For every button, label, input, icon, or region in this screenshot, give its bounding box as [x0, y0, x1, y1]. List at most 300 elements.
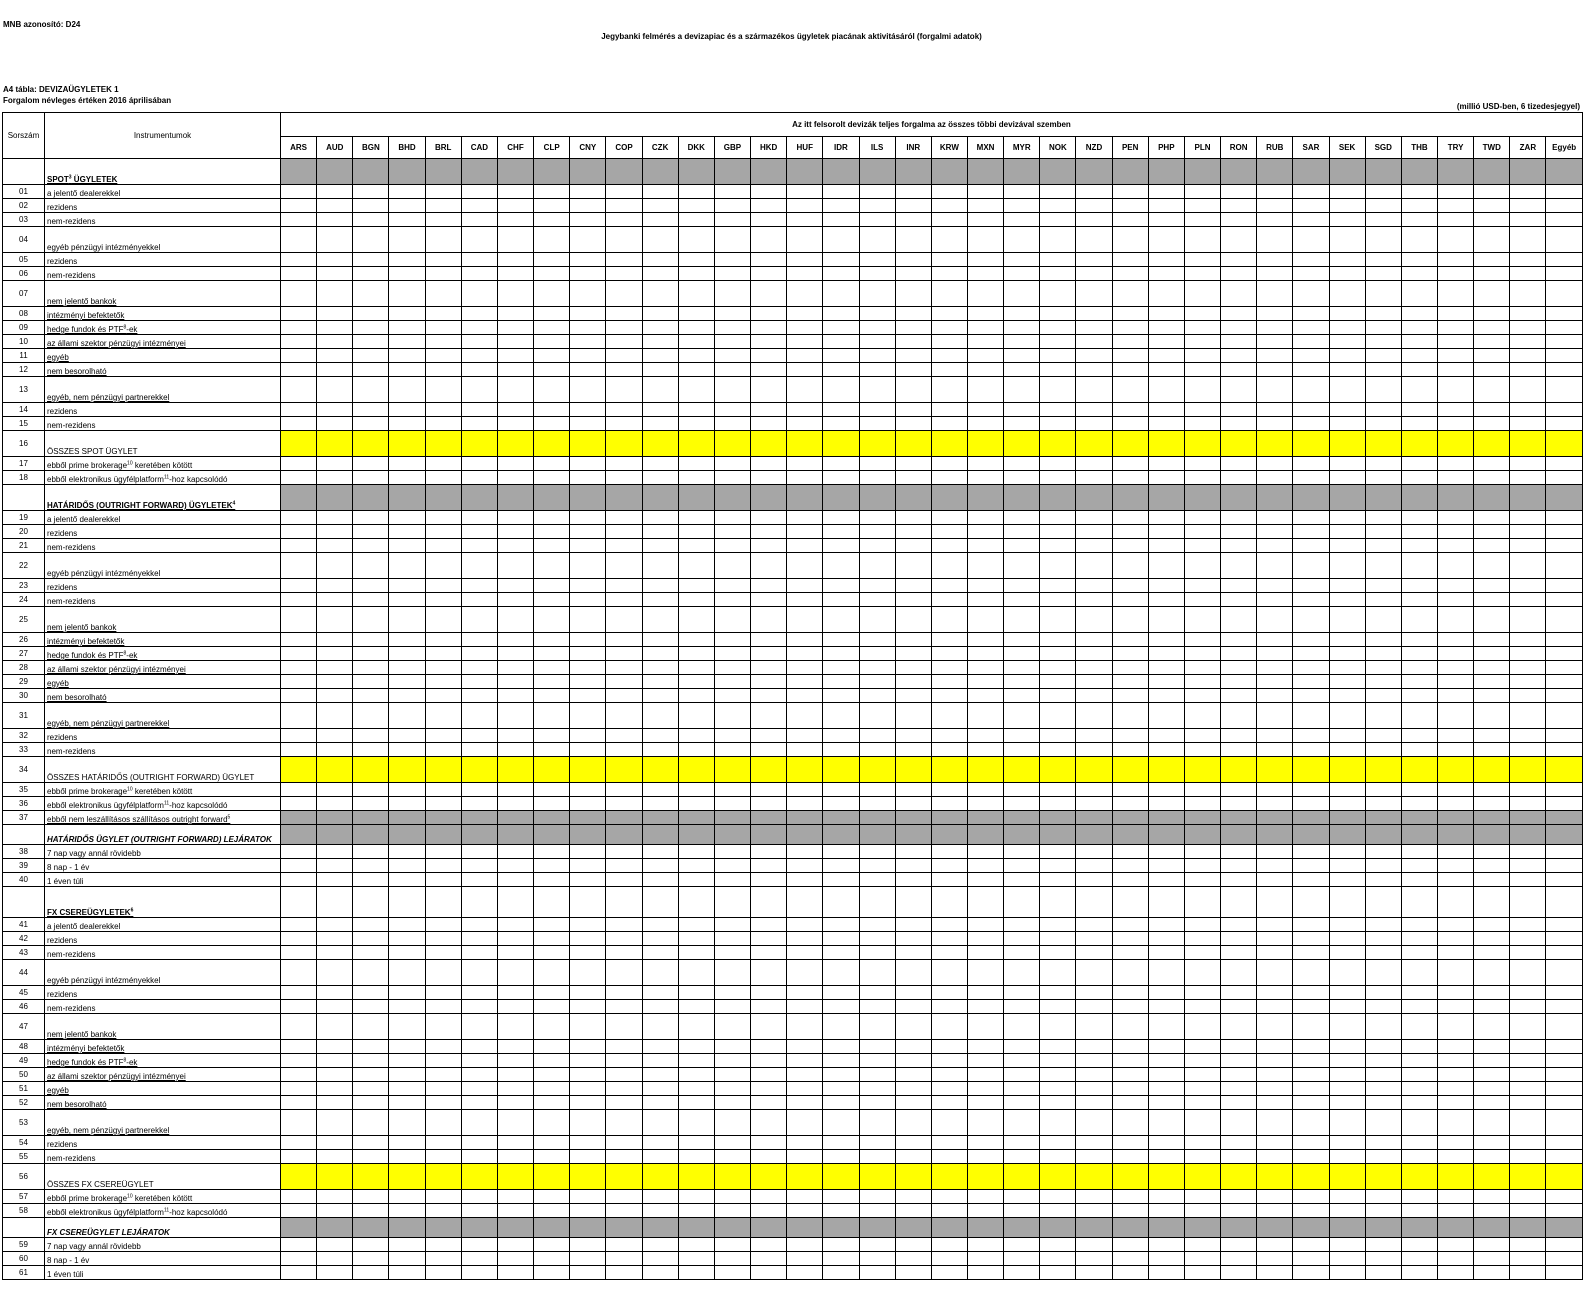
value-cell-bgn[interactable]: [353, 321, 389, 335]
value-cell-dkk[interactable]: [678, 1054, 714, 1068]
value-cell-brl[interactable]: [425, 213, 461, 227]
value-cell-cad[interactable]: [461, 511, 497, 525]
value-cell-sar[interactable]: [1293, 593, 1329, 607]
value-cell-bgn[interactable]: [353, 525, 389, 539]
value-cell-mxn[interactable]: [967, 213, 1003, 227]
value-cell-egyéb[interactable]: [1546, 457, 1582, 471]
value-cell-try[interactable]: [1438, 349, 1474, 363]
value-cell-aud[interactable]: [317, 675, 353, 689]
value-cell-cop[interactable]: [606, 1204, 642, 1218]
value-cell-chf[interactable]: [497, 307, 533, 321]
value-cell-pln[interactable]: [1184, 1054, 1220, 1068]
value-cell-egyéb[interactable]: [1546, 1014, 1582, 1040]
value-cell-ron[interactable]: [1221, 1014, 1257, 1040]
value-cell-rub[interactable]: [1257, 1110, 1293, 1136]
value-cell-dkk[interactable]: [678, 960, 714, 986]
value-cell-cop[interactable]: [606, 1054, 642, 1068]
value-cell-cop[interactable]: [606, 1068, 642, 1082]
value-cell-myr[interactable]: [1004, 797, 1040, 811]
value-cell-zar[interactable]: [1510, 1150, 1546, 1164]
value-cell-cad[interactable]: [461, 1252, 497, 1266]
value-cell-bhd[interactable]: [389, 1040, 425, 1054]
value-cell-twd[interactable]: [1474, 227, 1510, 253]
value-cell-try[interactable]: [1438, 593, 1474, 607]
value-cell-bgn[interactable]: [353, 607, 389, 633]
value-cell-cny[interactable]: [570, 199, 606, 213]
value-cell-brl[interactable]: [425, 335, 461, 349]
value-cell-sar[interactable]: [1293, 960, 1329, 986]
value-cell-gbp[interactable]: [714, 199, 750, 213]
value-cell-egyéb[interactable]: [1546, 267, 1582, 281]
value-cell-mxn[interactable]: [967, 593, 1003, 607]
value-cell-aud[interactable]: [317, 525, 353, 539]
value-cell-czk[interactable]: [642, 1204, 678, 1218]
value-cell-pln[interactable]: [1184, 511, 1220, 525]
value-cell-sgd[interactable]: [1365, 511, 1401, 525]
value-cell-ars[interactable]: [281, 1136, 317, 1150]
value-cell-cop[interactable]: [606, 859, 642, 873]
value-cell-huf[interactable]: [787, 525, 823, 539]
value-cell-dkk[interactable]: [678, 321, 714, 335]
value-cell-egyéb[interactable]: [1546, 185, 1582, 199]
value-cell-myr[interactable]: [1004, 918, 1040, 932]
value-cell-try[interactable]: [1438, 227, 1474, 253]
value-cell-zar[interactable]: [1510, 321, 1546, 335]
value-cell-czk[interactable]: [642, 845, 678, 859]
value-cell-nzd[interactable]: [1076, 1096, 1112, 1110]
value-cell-sgd[interactable]: [1365, 213, 1401, 227]
value-cell-dkk[interactable]: [678, 932, 714, 946]
value-cell-hkd[interactable]: [751, 377, 787, 403]
value-cell-krw[interactable]: [931, 1014, 967, 1040]
value-cell-thb[interactable]: [1401, 1150, 1437, 1164]
value-cell-dkk[interactable]: [678, 1068, 714, 1082]
value-cell-czk[interactable]: [642, 1068, 678, 1082]
value-cell-inr[interactable]: [895, 986, 931, 1000]
value-cell-idr[interactable]: [823, 703, 859, 729]
value-cell-rub[interactable]: [1257, 457, 1293, 471]
value-cell-pen[interactable]: [1112, 859, 1148, 873]
value-cell-sar[interactable]: [1293, 457, 1329, 471]
value-cell-huf[interactable]: [787, 1000, 823, 1014]
value-cell-myr[interactable]: [1004, 1266, 1040, 1280]
value-cell-mxn[interactable]: [967, 1082, 1003, 1096]
value-cell-brl[interactable]: [425, 729, 461, 743]
value-cell-sgd[interactable]: [1365, 349, 1401, 363]
value-cell-thb[interactable]: [1401, 661, 1437, 675]
value-cell-aud[interactable]: [317, 213, 353, 227]
value-cell-brl[interactable]: [425, 199, 461, 213]
value-cell-ils[interactable]: [859, 539, 895, 553]
value-cell-thb[interactable]: [1401, 783, 1437, 797]
value-cell-ron[interactable]: [1221, 1150, 1257, 1164]
value-cell-pen[interactable]: [1112, 363, 1148, 377]
value-cell-cny[interactable]: [570, 633, 606, 647]
value-cell-sar[interactable]: [1293, 607, 1329, 633]
value-cell-bgn[interactable]: [353, 335, 389, 349]
value-cell-idr[interactable]: [823, 675, 859, 689]
value-cell-huf[interactable]: [787, 689, 823, 703]
value-cell-zar[interactable]: [1510, 661, 1546, 675]
value-cell-ils[interactable]: [859, 1040, 895, 1054]
value-cell-sek[interactable]: [1329, 307, 1365, 321]
value-cell-chf[interactable]: [497, 539, 533, 553]
value-cell-myr[interactable]: [1004, 1150, 1040, 1164]
value-cell-sek[interactable]: [1329, 986, 1365, 1000]
value-cell-hkd[interactable]: [751, 213, 787, 227]
value-cell-krw[interactable]: [931, 918, 967, 932]
value-cell-aud[interactable]: [317, 797, 353, 811]
value-cell-zar[interactable]: [1510, 1204, 1546, 1218]
value-cell-nok[interactable]: [1040, 873, 1076, 887]
value-cell-clp[interactable]: [534, 1000, 570, 1014]
value-cell-cny[interactable]: [570, 1068, 606, 1082]
value-cell-cop[interactable]: [606, 307, 642, 321]
value-cell-hkd[interactable]: [751, 647, 787, 661]
value-cell-idr[interactable]: [823, 553, 859, 579]
value-cell-sgd[interactable]: [1365, 1054, 1401, 1068]
value-cell-sgd[interactable]: [1365, 1040, 1401, 1054]
value-cell-twd[interactable]: [1474, 335, 1510, 349]
value-cell-php[interactable]: [1148, 511, 1184, 525]
value-cell-cny[interactable]: [570, 873, 606, 887]
value-cell-bgn[interactable]: [353, 553, 389, 579]
value-cell-krw[interactable]: [931, 633, 967, 647]
value-cell-try[interactable]: [1438, 539, 1474, 553]
value-cell-mxn[interactable]: [967, 845, 1003, 859]
value-cell-egyéb[interactable]: [1546, 511, 1582, 525]
value-cell-sgd[interactable]: [1365, 729, 1401, 743]
value-cell-clp[interactable]: [534, 471, 570, 485]
value-cell-egyéb[interactable]: [1546, 281, 1582, 307]
value-cell-pen[interactable]: [1112, 213, 1148, 227]
value-cell-zar[interactable]: [1510, 525, 1546, 539]
value-cell-egyéb[interactable]: [1546, 661, 1582, 675]
value-cell-sgd[interactable]: [1365, 253, 1401, 267]
value-cell-php[interactable]: [1148, 1204, 1184, 1218]
value-cell-nok[interactable]: [1040, 417, 1076, 431]
value-cell-hkd[interactable]: [751, 281, 787, 307]
value-cell-zar[interactable]: [1510, 363, 1546, 377]
value-cell-php[interactable]: [1148, 783, 1184, 797]
value-cell-try[interactable]: [1438, 1110, 1474, 1136]
value-cell-aud[interactable]: [317, 743, 353, 757]
value-cell-bhd[interactable]: [389, 281, 425, 307]
value-cell-bhd[interactable]: [389, 1054, 425, 1068]
value-cell-dkk[interactable]: [678, 185, 714, 199]
value-cell-twd[interactable]: [1474, 511, 1510, 525]
value-cell-hkd[interactable]: [751, 307, 787, 321]
value-cell-pen[interactable]: [1112, 607, 1148, 633]
value-cell-hkd[interactable]: [751, 1238, 787, 1252]
value-cell-dkk[interactable]: [678, 335, 714, 349]
value-cell-aud[interactable]: [317, 1054, 353, 1068]
value-cell-nok[interactable]: [1040, 403, 1076, 417]
value-cell-pln[interactable]: [1184, 1190, 1220, 1204]
value-cell-php[interactable]: [1148, 873, 1184, 887]
value-cell-ars[interactable]: [281, 859, 317, 873]
value-cell-bhd[interactable]: [389, 267, 425, 281]
value-cell-hkd[interactable]: [751, 525, 787, 539]
value-cell-huf[interactable]: [787, 471, 823, 485]
value-cell-idr[interactable]: [823, 307, 859, 321]
value-cell-gbp[interactable]: [714, 1150, 750, 1164]
value-cell-bgn[interactable]: [353, 873, 389, 887]
value-cell-pln[interactable]: [1184, 797, 1220, 811]
value-cell-pen[interactable]: [1112, 743, 1148, 757]
value-cell-ars[interactable]: [281, 960, 317, 986]
value-cell-rub[interactable]: [1257, 783, 1293, 797]
value-cell-try[interactable]: [1438, 1204, 1474, 1218]
value-cell-nzd[interactable]: [1076, 377, 1112, 403]
value-cell-aud[interactable]: [317, 986, 353, 1000]
value-cell-zar[interactable]: [1510, 675, 1546, 689]
value-cell-rub[interactable]: [1257, 703, 1293, 729]
value-cell-chf[interactable]: [497, 633, 533, 647]
value-cell-krw[interactable]: [931, 253, 967, 267]
value-cell-try[interactable]: [1438, 918, 1474, 932]
value-cell-zar[interactable]: [1510, 729, 1546, 743]
value-cell-sar[interactable]: [1293, 579, 1329, 593]
value-cell-gbp[interactable]: [714, 918, 750, 932]
value-cell-twd[interactable]: [1474, 1190, 1510, 1204]
value-cell-egyéb[interactable]: [1546, 321, 1582, 335]
value-cell-idr[interactable]: [823, 199, 859, 213]
value-cell-bhd[interactable]: [389, 1150, 425, 1164]
value-cell-ars[interactable]: [281, 797, 317, 811]
value-cell-rub[interactable]: [1257, 1266, 1293, 1280]
value-cell-zar[interactable]: [1510, 1110, 1546, 1136]
value-cell-cny[interactable]: [570, 253, 606, 267]
value-cell-try[interactable]: [1438, 932, 1474, 946]
value-cell-brl[interactable]: [425, 859, 461, 873]
value-cell-sgd[interactable]: [1365, 932, 1401, 946]
value-cell-twd[interactable]: [1474, 1238, 1510, 1252]
value-cell-cny[interactable]: [570, 960, 606, 986]
value-cell-chf[interactable]: [497, 986, 533, 1000]
value-cell-ars[interactable]: [281, 539, 317, 553]
value-cell-sgd[interactable]: [1365, 593, 1401, 607]
value-cell-bgn[interactable]: [353, 1040, 389, 1054]
value-cell-try[interactable]: [1438, 417, 1474, 431]
value-cell-czk[interactable]: [642, 335, 678, 349]
value-cell-chf[interactable]: [497, 213, 533, 227]
value-cell-zar[interactable]: [1510, 689, 1546, 703]
value-cell-idr[interactable]: [823, 1014, 859, 1040]
value-cell-dkk[interactable]: [678, 1190, 714, 1204]
value-cell-nok[interactable]: [1040, 253, 1076, 267]
value-cell-czk[interactable]: [642, 1000, 678, 1014]
value-cell-clp[interactable]: [534, 363, 570, 377]
value-cell-pln[interactable]: [1184, 647, 1220, 661]
value-cell-mxn[interactable]: [967, 932, 1003, 946]
value-cell-cad[interactable]: [461, 797, 497, 811]
value-cell-pln[interactable]: [1184, 1204, 1220, 1218]
value-cell-sek[interactable]: [1329, 253, 1365, 267]
value-cell-egyéb[interactable]: [1546, 1190, 1582, 1204]
value-cell-bgn[interactable]: [353, 227, 389, 253]
value-cell-ils[interactable]: [859, 1068, 895, 1082]
value-cell-zar[interactable]: [1510, 783, 1546, 797]
value-cell-hkd[interactable]: [751, 349, 787, 363]
value-cell-sar[interactable]: [1293, 703, 1329, 729]
value-cell-php[interactable]: [1148, 797, 1184, 811]
value-cell-ron[interactable]: [1221, 417, 1257, 431]
value-cell-thb[interactable]: [1401, 743, 1437, 757]
value-cell-krw[interactable]: [931, 267, 967, 281]
value-cell-nzd[interactable]: [1076, 675, 1112, 689]
value-cell-php[interactable]: [1148, 1238, 1184, 1252]
value-cell-clp[interactable]: [534, 1238, 570, 1252]
value-cell-twd[interactable]: [1474, 281, 1510, 307]
value-cell-php[interactable]: [1148, 199, 1184, 213]
value-cell-idr[interactable]: [823, 1000, 859, 1014]
value-cell-ils[interactable]: [859, 675, 895, 689]
value-cell-bgn[interactable]: [353, 960, 389, 986]
value-cell-try[interactable]: [1438, 457, 1474, 471]
value-cell-zar[interactable]: [1510, 1136, 1546, 1150]
value-cell-krw[interactable]: [931, 525, 967, 539]
value-cell-idr[interactable]: [823, 1110, 859, 1136]
value-cell-cad[interactable]: [461, 986, 497, 1000]
value-cell-chf[interactable]: [497, 1082, 533, 1096]
value-cell-gbp[interactable]: [714, 859, 750, 873]
value-cell-gbp[interactable]: [714, 986, 750, 1000]
value-cell-clp[interactable]: [534, 703, 570, 729]
value-cell-ars[interactable]: [281, 1040, 317, 1054]
value-cell-myr[interactable]: [1004, 553, 1040, 579]
value-cell-nzd[interactable]: [1076, 511, 1112, 525]
value-cell-cop[interactable]: [606, 1000, 642, 1014]
value-cell-ils[interactable]: [859, 1096, 895, 1110]
value-cell-krw[interactable]: [931, 1150, 967, 1164]
value-cell-thb[interactable]: [1401, 633, 1437, 647]
value-cell-sgd[interactable]: [1365, 918, 1401, 932]
value-cell-sar[interactable]: [1293, 647, 1329, 661]
value-cell-huf[interactable]: [787, 553, 823, 579]
value-cell-myr[interactable]: [1004, 1238, 1040, 1252]
value-cell-bgn[interactable]: [353, 349, 389, 363]
value-cell-dkk[interactable]: [678, 689, 714, 703]
value-cell-bgn[interactable]: [353, 1014, 389, 1040]
value-cell-clp[interactable]: [534, 349, 570, 363]
value-cell-czk[interactable]: [642, 647, 678, 661]
value-cell-hkd[interactable]: [751, 335, 787, 349]
value-cell-gbp[interactable]: [714, 321, 750, 335]
value-cell-pen[interactable]: [1112, 335, 1148, 349]
value-cell-sek[interactable]: [1329, 1190, 1365, 1204]
value-cell-mxn[interactable]: [967, 1266, 1003, 1280]
value-cell-try[interactable]: [1438, 253, 1474, 267]
value-cell-brl[interactable]: [425, 593, 461, 607]
value-cell-huf[interactable]: [787, 1190, 823, 1204]
value-cell-nok[interactable]: [1040, 703, 1076, 729]
value-cell-idr[interactable]: [823, 1150, 859, 1164]
value-cell-zar[interactable]: [1510, 281, 1546, 307]
value-cell-ils[interactable]: [859, 227, 895, 253]
value-cell-thb[interactable]: [1401, 960, 1437, 986]
value-cell-mxn[interactable]: [967, 1238, 1003, 1252]
value-cell-bhd[interactable]: [389, 1014, 425, 1040]
value-cell-ars[interactable]: [281, 1054, 317, 1068]
value-cell-twd[interactable]: [1474, 743, 1510, 757]
value-cell-sek[interactable]: [1329, 539, 1365, 553]
value-cell-myr[interactable]: [1004, 607, 1040, 633]
value-cell-hkd[interactable]: [751, 689, 787, 703]
value-cell-pln[interactable]: [1184, 471, 1220, 485]
value-cell-nzd[interactable]: [1076, 335, 1112, 349]
value-cell-clp[interactable]: [534, 1040, 570, 1054]
value-cell-ron[interactable]: [1221, 689, 1257, 703]
value-cell-brl[interactable]: [425, 1082, 461, 1096]
value-cell-gbp[interactable]: [714, 1040, 750, 1054]
value-cell-egyéb[interactable]: [1546, 1110, 1582, 1136]
value-cell-try[interactable]: [1438, 1150, 1474, 1164]
value-cell-pen[interactable]: [1112, 1096, 1148, 1110]
value-cell-sar[interactable]: [1293, 918, 1329, 932]
value-cell-nzd[interactable]: [1076, 349, 1112, 363]
value-cell-hkd[interactable]: [751, 675, 787, 689]
value-cell-cny[interactable]: [570, 1000, 606, 1014]
value-cell-bhd[interactable]: [389, 1000, 425, 1014]
value-cell-rub[interactable]: [1257, 1136, 1293, 1150]
value-cell-myr[interactable]: [1004, 593, 1040, 607]
value-cell-cop[interactable]: [606, 553, 642, 579]
value-cell-czk[interactable]: [642, 539, 678, 553]
value-cell-pln[interactable]: [1184, 457, 1220, 471]
value-cell-gbp[interactable]: [714, 457, 750, 471]
value-cell-thb[interactable]: [1401, 417, 1437, 431]
value-cell-brl[interactable]: [425, 1096, 461, 1110]
value-cell-sek[interactable]: [1329, 267, 1365, 281]
value-cell-pln[interactable]: [1184, 1000, 1220, 1014]
value-cell-krw[interactable]: [931, 363, 967, 377]
value-cell-rub[interactable]: [1257, 1096, 1293, 1110]
value-cell-nzd[interactable]: [1076, 199, 1112, 213]
value-cell-clp[interactable]: [534, 281, 570, 307]
value-cell-ils[interactable]: [859, 1238, 895, 1252]
value-cell-brl[interactable]: [425, 349, 461, 363]
value-cell-pen[interactable]: [1112, 729, 1148, 743]
value-cell-try[interactable]: [1438, 335, 1474, 349]
value-cell-krw[interactable]: [931, 281, 967, 307]
value-cell-aud[interactable]: [317, 1082, 353, 1096]
value-cell-brl[interactable]: [425, 1054, 461, 1068]
value-cell-gbp[interactable]: [714, 553, 750, 579]
value-cell-bgn[interactable]: [353, 1136, 389, 1150]
value-cell-php[interactable]: [1148, 1252, 1184, 1266]
value-cell-mxn[interactable]: [967, 918, 1003, 932]
value-cell-clp[interactable]: [534, 321, 570, 335]
value-cell-huf[interactable]: [787, 661, 823, 675]
value-cell-aud[interactable]: [317, 1150, 353, 1164]
value-cell-twd[interactable]: [1474, 553, 1510, 579]
value-cell-chf[interactable]: [497, 363, 533, 377]
value-cell-php[interactable]: [1148, 661, 1184, 675]
value-cell-zar[interactable]: [1510, 185, 1546, 199]
value-cell-inr[interactable]: [895, 743, 931, 757]
value-cell-czk[interactable]: [642, 553, 678, 579]
value-cell-hkd[interactable]: [751, 227, 787, 253]
value-cell-mxn[interactable]: [967, 1040, 1003, 1054]
value-cell-ils[interactable]: [859, 729, 895, 743]
value-cell-dkk[interactable]: [678, 845, 714, 859]
value-cell-ils[interactable]: [859, 946, 895, 960]
value-cell-sek[interactable]: [1329, 783, 1365, 797]
value-cell-rub[interactable]: [1257, 845, 1293, 859]
value-cell-czk[interactable]: [642, 946, 678, 960]
value-cell-ils[interactable]: [859, 1000, 895, 1014]
